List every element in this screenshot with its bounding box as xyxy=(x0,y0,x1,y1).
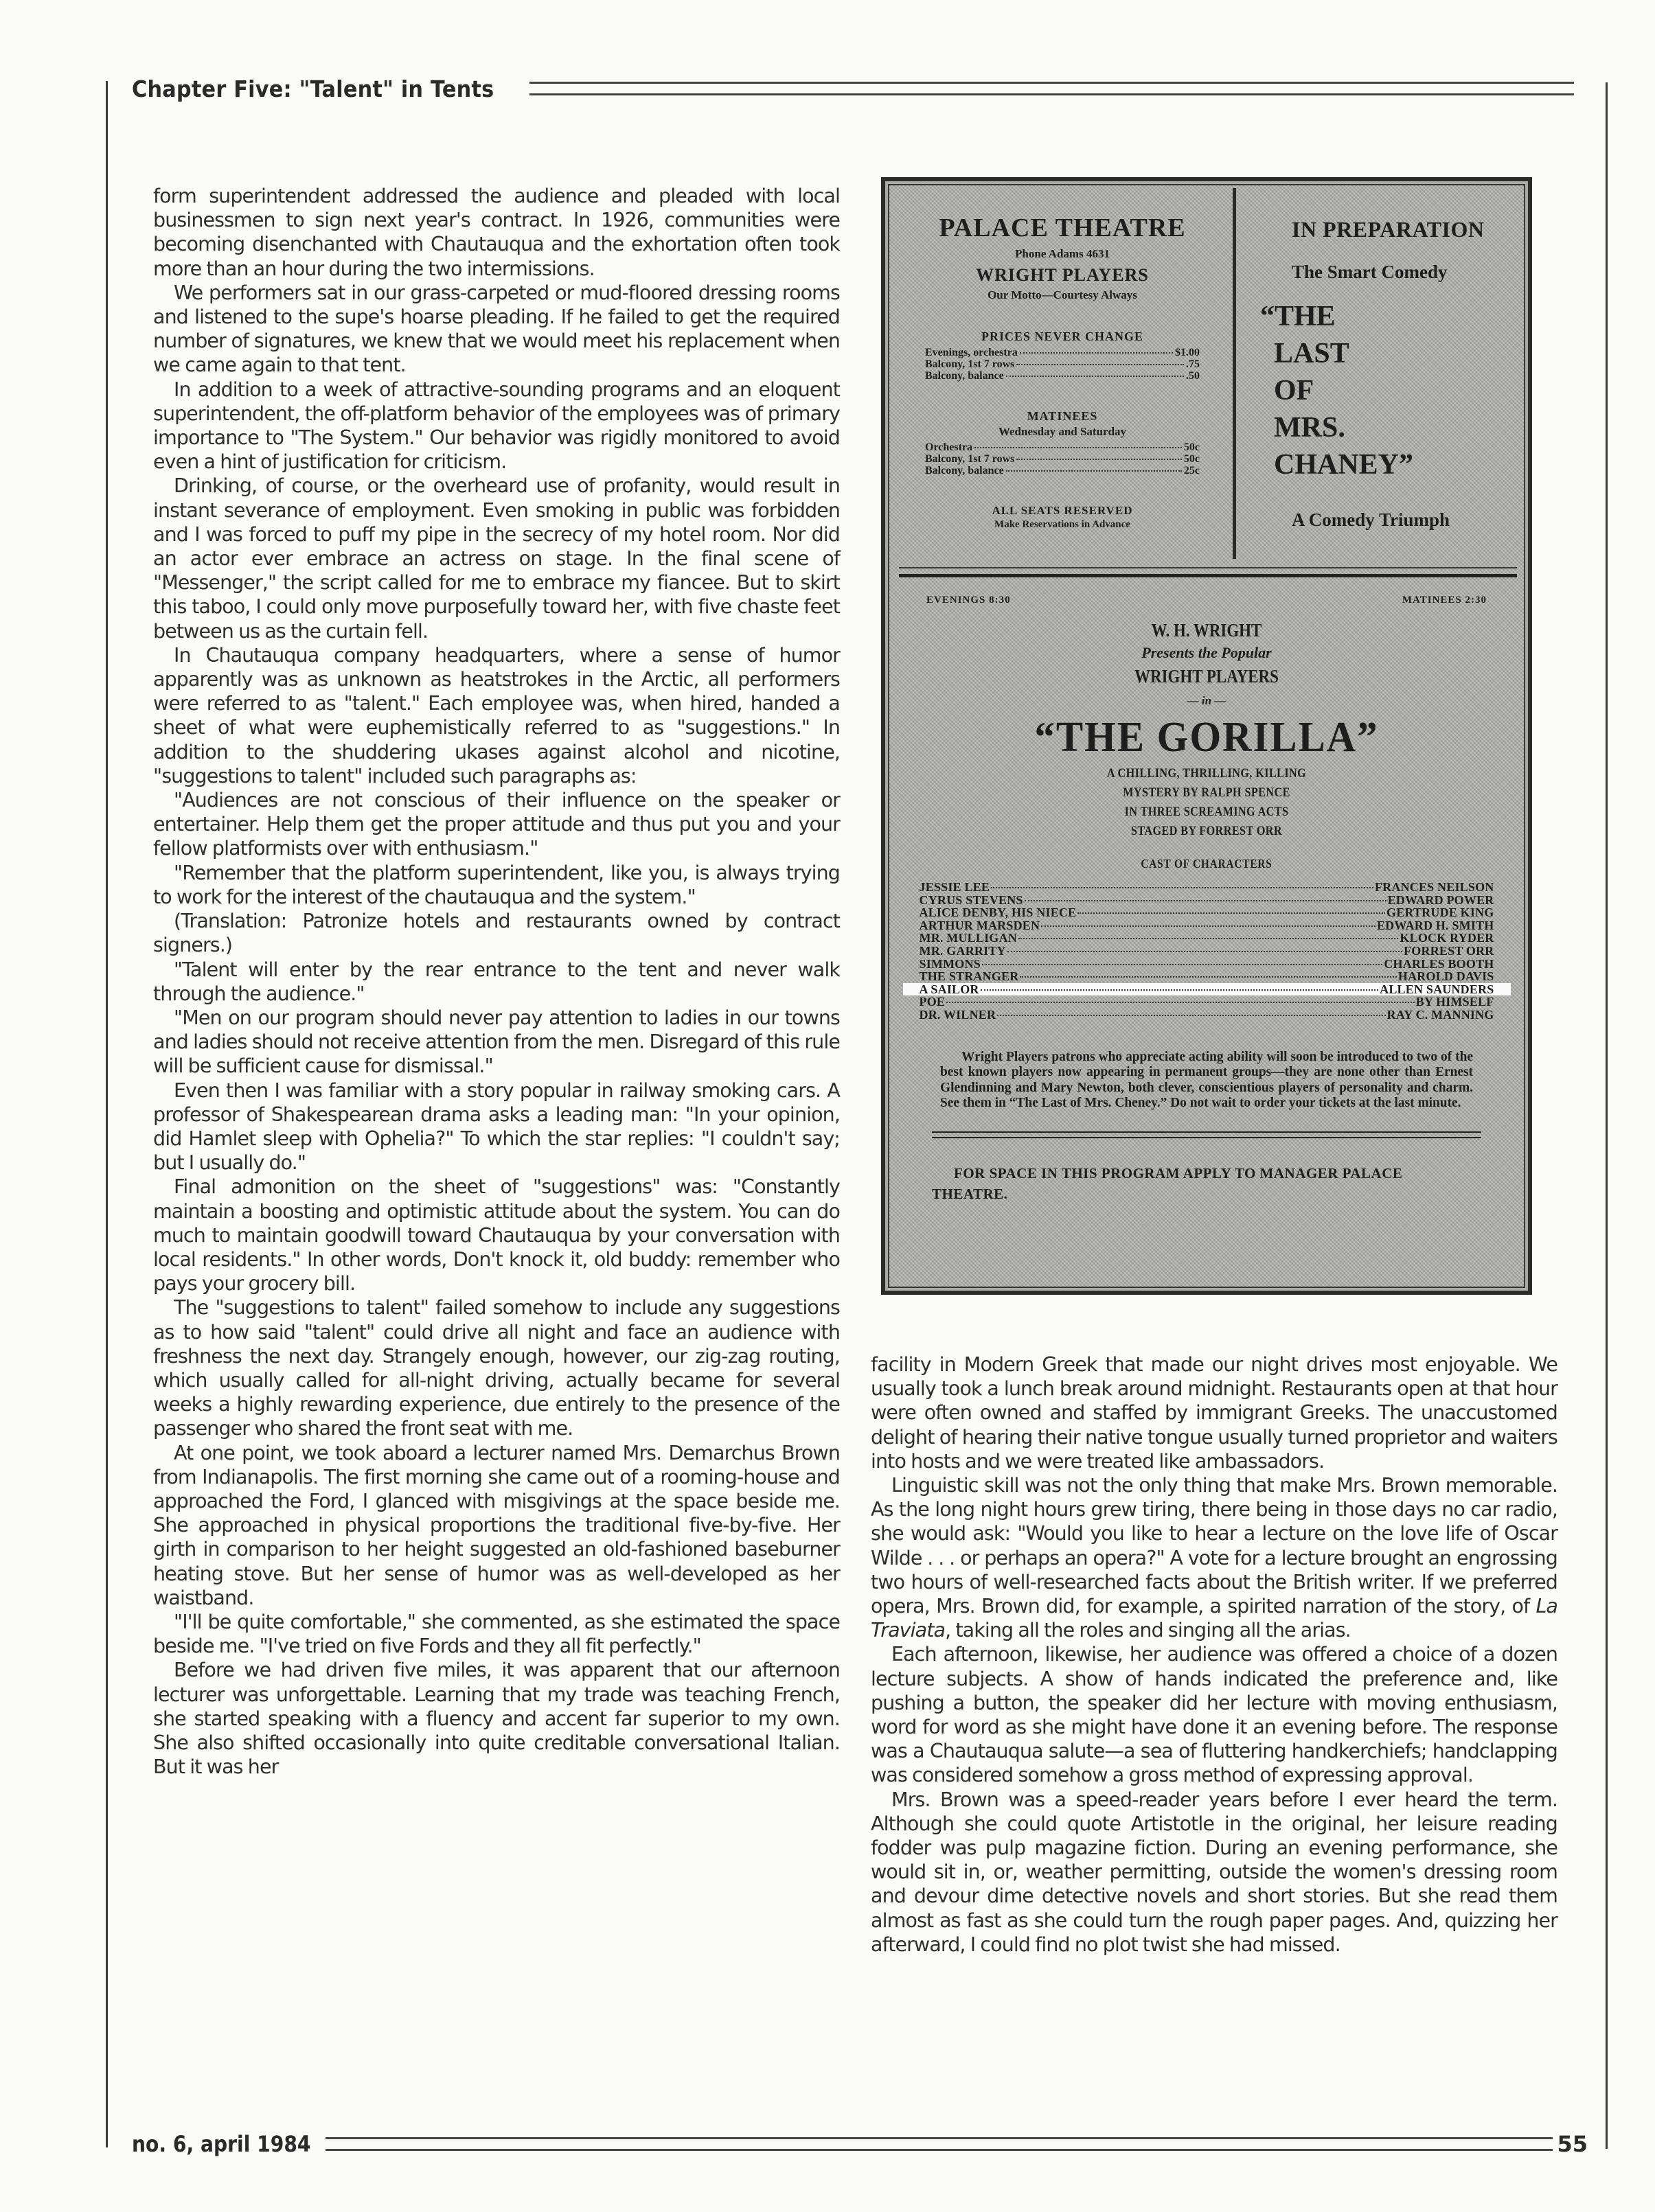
cast-row xyxy=(917,970,1497,983)
dot-leader xyxy=(974,447,1182,448)
preparation-subheading: The Smart Comedy xyxy=(1292,262,1448,282)
paragraph: In addition to a week of attractive-sounding programs and an eloquent superintendent, the off-platform behavior of the employees was of primary importance to "The System." Our behavior was rigidly monitored to avoid even a hint of justification for criticism. xyxy=(153,378,840,474)
price-row xyxy=(925,441,1200,453)
paragraph-text: Linguistic skill was not the only thing that make Mrs. Brown memorable. As the long night hours grew tiring, there being in those days no car radio, she would ask: "Would you like to hear a lecture on the love life of Oscar Wilde . . . or perhaps an opera?" A vote for a lecture brought an engrossing two hours of well-researched facts about the British writer. If we preferred opera, Mrs. Brown did, for example, a spirited narration of the story, of xyxy=(871,1474,1557,1618)
quote-paragraph: "Remember that the platform superintendent, like you, is always trying to work for the interest of the chautauqua and the system." xyxy=(153,861,840,908)
matinee-price-table xyxy=(925,441,1200,476)
cast-row xyxy=(917,1009,1497,1022)
cast-actor: BY HIMSELF xyxy=(1415,995,1494,1009)
cast-role: MR. GARRITY xyxy=(919,943,1006,958)
price-row xyxy=(925,358,1200,370)
title-line: OF xyxy=(1274,375,1314,406)
play-title: “THE GORILLA” xyxy=(1034,714,1379,761)
preparation-heading: IN PREPARATION xyxy=(1292,217,1485,242)
play-description-line: A CHILLING, THRILLING, KILLING xyxy=(1106,766,1307,781)
price-item: Balcony, 1st 7 rows xyxy=(925,358,1015,370)
price-row xyxy=(925,370,1200,382)
cast-row xyxy=(917,881,1497,894)
quote-paragraph: "Audiences are not conscious of their influence on the speaker or entertainer. Help them get the proper attitude and thus put you and your fellow platformists over with enthusiasm." xyxy=(153,789,840,860)
cast-role: DR. WILNER xyxy=(919,1007,996,1022)
show-times xyxy=(885,579,1528,606)
page-footer xyxy=(132,2127,1588,2161)
dot-leader xyxy=(1025,900,1386,901)
cast-actor: KLOCK RYDER xyxy=(1400,931,1494,945)
program-blurb: Wright Players patrons who appreciate acting ability will soon be introduced to two of the best known players now appearing in permanent groups—they are none other than Ernest Glendinning and Mary Newton, both clever, conscientious players of personality and charm. See them in “The Last of Mrs. Cheney.” Do not wait to order your tickets at the last minute. xyxy=(940,1048,1473,1111)
cast-role: ALICE DENBY, HIS NIECE xyxy=(919,906,1077,920)
cast-actor: GERTRUDE KING xyxy=(1386,906,1494,920)
quote-paragraph: "Talent will enter by the rear entrance to the tent and never walk through the audience." xyxy=(153,958,840,1005)
cast-row xyxy=(917,906,1497,919)
dot-leader xyxy=(946,1002,1415,1003)
blurb-double-rule xyxy=(932,1131,1481,1138)
issue-label: no. 6, april 1984 xyxy=(132,2131,311,2157)
chapter-title: Chapter Five: "Talent" in Tents xyxy=(132,75,494,102)
price-value: .75 xyxy=(1186,358,1200,370)
dot-leader xyxy=(1006,376,1184,377)
paragraph: "I'll be quite comfortable," she commented, as she estimated the space beside me. "I've tried on five Fords and they all fit perfectly." xyxy=(153,1610,840,1658)
dot-leader xyxy=(981,989,1379,991)
cast-actor: EDWARD POWER xyxy=(1387,892,1494,907)
ad-horizontal-divider xyxy=(899,567,1517,577)
dot-leader xyxy=(1007,951,1402,952)
cast-role: CYRUS STEVENS xyxy=(919,892,1023,907)
cast-actor: FORREST ORR xyxy=(1404,943,1494,958)
price-value: .50 xyxy=(1186,370,1200,382)
paragraph: Even then I was familiar with a story popular in railway smoking cars. A professor of Shakespearean drama asks a leading man: "In your opinion, did Hamlet sleep with Ophelia?" To which the star replies: "I couldn't say; but I usually do." xyxy=(153,1079,840,1175)
price-item: Orchestra xyxy=(925,441,973,453)
cast-row xyxy=(917,894,1497,907)
cast-actor: RAY C. MANNING xyxy=(1386,1007,1494,1022)
title-line: MRS. xyxy=(1274,412,1345,443)
cast-row xyxy=(917,958,1497,971)
cast-row xyxy=(917,995,1497,1009)
title-line: CHANEY” xyxy=(1274,449,1414,481)
running-head xyxy=(132,71,1574,106)
paragraph: Before we had driven five miles, it was apparent that our afternoon lecturer was unforgettable. Learning that my trade was teaching French, she started speaking with a fluency and accent far superior to my own. She also shifted occasionally into quite creditable conversational Italian. But it was her xyxy=(153,1659,840,1779)
cast-role: SIMMONS xyxy=(919,956,981,971)
paragraph: In Chautauqua company headquarters, where a sense of humor apparently was as unknown as heatstrokes in the Arctic, all performers were referred to as "talent." Each employee was, when hired, handed a sheet of what were euphemistically referred to as "suggestions." In addition to the shuddering ukases against alcohol and nicotine, "suggestions to talent" included such paragraphs as: xyxy=(153,643,840,787)
matinee-showtime: MATINEES 2:30 xyxy=(1402,595,1487,606)
upcoming-play-title xyxy=(1260,298,1517,483)
dot-leader xyxy=(1018,938,1399,939)
presents-line: Presents the Popular xyxy=(1141,644,1272,661)
cast-actor: EDWARD H. SMITH xyxy=(1376,918,1494,932)
cast-actor: FRANCES NEILSON xyxy=(1374,880,1494,894)
price-item: Balcony, 1st 7 rows xyxy=(925,453,1015,465)
price-row xyxy=(925,465,1200,476)
advertising-space-note: FOR SPACE IN THIS PROGRAM APPLY TO MANAGER PALACE THEATRE. xyxy=(932,1164,1403,1202)
dot-leader xyxy=(982,964,1382,965)
cast-row-highlighted xyxy=(903,983,1511,996)
title-line: “THE xyxy=(1260,301,1336,332)
presenter-name: W. H. WRIGHT xyxy=(1151,620,1262,641)
paragraph: (Translation: Patronize hotels and restaurants owned by contract signers.) xyxy=(153,910,840,957)
paragraph: The "suggestions to talent" failed somehow to include any suggestions as to how said "talent" could drive all night and face an audience with freshness the next day. Strangely enough, however, our zig-zag routing, which usually called for all-night driving, actually became for several weeks a highly rewarding experience, due entirely to the presence of the passenger who shared the front seat with me. xyxy=(153,1296,840,1440)
matinee-heading: MATINEES xyxy=(1027,409,1098,423)
evening-prices-heading: PRICES NEVER CHANGE xyxy=(981,330,1144,343)
paragraph: form superintendent addressed the audience and pleaded with local businessmen to sign next year's contract. In 1926, communities were becoming disenchanted with Chautauqua and the exhortation often took more than an hour during the two intermissions. xyxy=(153,185,840,280)
play-description-line: MYSTERY BY RALPH SPENCE xyxy=(1123,785,1290,800)
paragraph: facility in Modern Greek that made our night drives most enjoyable. We usually took a lunch break around midnight. Restaurants open at that hour were often owned and staffed by immigrant Greeks. The unaccustomed delight of hearing their native tongue usually turned proprietor and waiters into hosts and we were treated like ambassadors. xyxy=(871,1353,1557,1473)
cast-actor: HAROLD DAVIS xyxy=(1397,969,1494,984)
price-item: Evenings, orchestra xyxy=(925,347,1018,358)
dot-leader xyxy=(1006,470,1182,472)
dot-leader xyxy=(997,1015,1385,1016)
palace-theatre-box xyxy=(898,192,1227,556)
ad-vertical-divider xyxy=(1233,188,1236,559)
cast-role: MR. MULLIGAN xyxy=(919,931,1017,945)
theatre-phone: Phone Adams 4631 xyxy=(1015,247,1110,260)
left-column-text xyxy=(153,184,840,1779)
paragraph: Final admonition on the sheet of "suggestions" was: "Constantly maintain a boosting and optimistic attitude about the system. You can do much to maintain goodwill toward Chautauqua by your conversation with local residents." In other words, Don't knock it, old buddy: remember who pays your grocery bill. xyxy=(153,1175,840,1295)
price-row xyxy=(925,453,1200,465)
paragraph-text: , taking all the roles and singing all the arias. xyxy=(945,1619,1351,1642)
price-item: Balcony, balance xyxy=(925,370,1004,382)
play-description-line: STAGED BY FORREST ORR xyxy=(1131,824,1282,838)
dot-leader xyxy=(1020,976,1396,978)
paragraph-opera xyxy=(871,1473,1557,1642)
price-row xyxy=(925,347,1200,358)
company-motto: Our Motto—Courtesy Always xyxy=(988,288,1137,301)
evening-showtime: EVENINGS 8:30 xyxy=(926,595,1011,606)
theatre-name: PALACE THEATRE xyxy=(939,214,1186,242)
cast-role: ARTHUR MARSDEN xyxy=(919,918,1040,932)
in-separator: — in — xyxy=(1187,694,1226,707)
theatre-program-advertisement xyxy=(881,177,1532,1295)
reserved-seats-notice: ALL SEATS RESERVED xyxy=(992,504,1133,517)
paragraph: We performers sat in our grass-carpeted or mud-floored dressing rooms and listened to the supe's hoarse pleading. If he failed to get the required number of signatures, we knew that we would meet his replacement when we came again to that tent. xyxy=(153,281,840,377)
price-value: $1.00 xyxy=(1175,347,1200,358)
paragraph: Each afternoon, likewise, her audience was offered a choice of a dozen lecture subjects. A show of hands indicated the preference and, like pushing a button, the speaker did her lecture with moving enthusiasm, word for word as she might have done it an evening before. The response was a Chautauqua salute—a sea of fluttering handkerchiefs; handclapping was considered somehow a gross method of expressing approval. xyxy=(871,1643,1557,1787)
footer-double-rule xyxy=(326,2137,1553,2151)
price-item: Balcony, balance xyxy=(925,465,1004,476)
ad-top-section xyxy=(885,181,1528,566)
company-name: WRIGHT PLAYERS xyxy=(976,265,1149,285)
dot-leader xyxy=(1016,364,1184,365)
right-column-text xyxy=(871,1352,1557,1957)
paragraph: At one point, we took aboard a lecturer named Mrs. Demarchus Brown from Indianapolis. The first morning she came out of a rooming-house and approached the Ford, I glanced with misgivings at the space beside me. She approached in physical proportions the traditional five-by-five. Her girth in comparison to her height suggested an old-fashioned baseburner heating stove. But her sense of humor was as well-developed as her waistband. xyxy=(153,1441,840,1609)
cast-heading: CAST OF CHARACTERS xyxy=(1141,857,1272,871)
cast-row xyxy=(917,919,1497,932)
reservation-note: Make Reservations in Advance xyxy=(994,519,1130,530)
company-name: WRIGHT PLAYERS xyxy=(1134,666,1279,687)
cast-role: JESSIE LEE xyxy=(919,880,990,894)
dot-leader xyxy=(1020,352,1173,354)
in-preparation-box xyxy=(1242,192,1517,556)
cast-actor: ALLEN SAUNDERS xyxy=(1380,982,1494,996)
paragraph: Drinking, of course, or the overheard use of profanity, would result in instant severance of employment. Even smoking in public was forbidden and I was forced to puff my pipe in the secrecy of my hotel room. Nor did an actor ever embrace an actress on stage. In the final scene of "Messenger," the script called for me to embrace my fiancee. But to skirt this taboo, I could only move purposefully toward her, with five chaste feet between us as the curtain fell. xyxy=(153,474,840,643)
price-value: 25c xyxy=(1183,465,1200,476)
cast-role: POE xyxy=(919,995,946,1009)
preparation-tagline: A Comedy Triumph xyxy=(1292,509,1450,530)
opera-title: La Traviata xyxy=(871,1595,1557,1642)
program-section xyxy=(885,579,1528,1287)
dot-leader xyxy=(991,887,1373,888)
dot-leader xyxy=(1077,912,1385,914)
price-value: 50c xyxy=(1183,441,1200,453)
cast-row xyxy=(917,932,1497,945)
cast-actor: CHARLES BOOTH xyxy=(1384,956,1494,971)
cast-role: A SAILOR xyxy=(919,982,979,996)
price-value: 50c xyxy=(1183,453,1200,465)
page-number: 55 xyxy=(1557,2131,1588,2157)
dot-leader xyxy=(1016,459,1182,460)
quote-paragraph: "Men on our program should never pay attention to ladies in our towns and ladies should not receive attention from the men. Disregard of this rule will be sufficient cause for dismissal." xyxy=(153,1006,840,1078)
cast-list xyxy=(917,881,1497,1022)
page-margin-rule-left xyxy=(106,81,108,2147)
title-line: LAST xyxy=(1274,338,1349,369)
matinee-days: Wednesday and Saturday xyxy=(998,425,1127,438)
cast-row xyxy=(917,945,1497,958)
header-double-rule xyxy=(529,82,1574,95)
paragraph: Mrs. Brown was a speed-reader years before I ever heard the term. Although she could quote Artistotle in the original, her leisure reading fodder was pulp magazine fiction. During an evening performance, she would sit in, or, weather permitting, outside the women's dressing room and devour dime detective novels and short stories. But she read them almost as fast as she could turn the rough paper pages. And, quizzing her afterward, I could find no plot twist she had missed. xyxy=(871,1788,1557,1956)
play-description-line: IN THREE SCREAMING ACTS xyxy=(1124,805,1289,819)
dot-leader xyxy=(1041,925,1376,927)
page-margin-rule-right xyxy=(1606,82,1608,2149)
cast-role: THE STRANGER xyxy=(919,969,1019,984)
evening-price-table xyxy=(925,347,1200,382)
